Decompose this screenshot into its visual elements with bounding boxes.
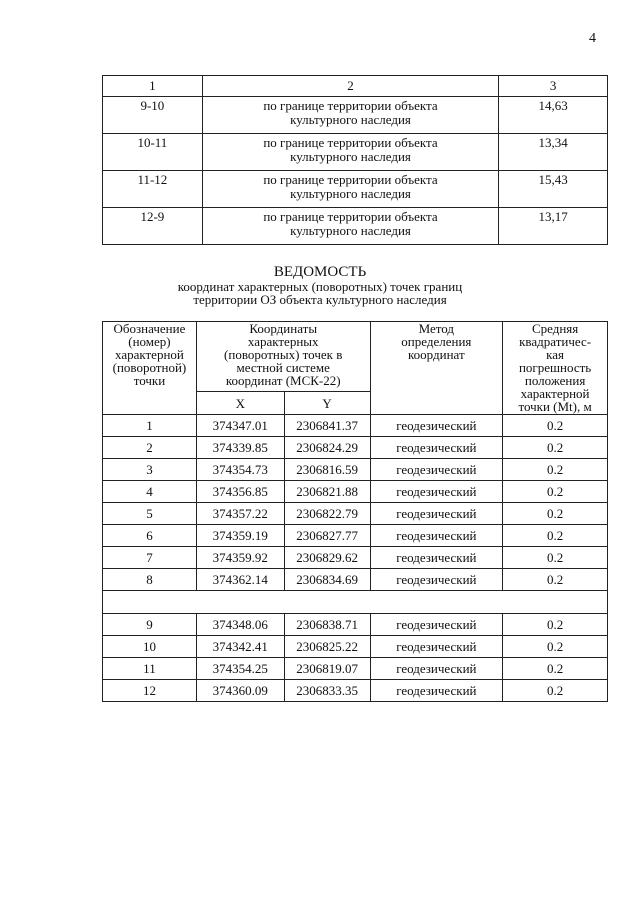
- header-cell: 3: [499, 76, 608, 97]
- description-line: культурного наследия: [290, 186, 411, 201]
- point-number-cell: 9: [103, 614, 197, 636]
- segment-cell: 9-10: [103, 97, 203, 134]
- error-cell: 0.2: [503, 503, 608, 525]
- y-coordinate-cell: 2306824.29: [284, 437, 370, 459]
- header-line: местной системе: [236, 360, 330, 375]
- x-coordinate-cell: 374354.25: [196, 658, 284, 680]
- y-coordinate-cell: 2306816.59: [284, 459, 370, 481]
- description-cell: [202, 208, 498, 245]
- table-row: [103, 134, 608, 171]
- y-coordinate-cell: 2306821.88: [284, 481, 370, 503]
- method-cell: геодезический: [370, 437, 503, 459]
- error-cell: 0.2: [503, 547, 608, 569]
- method-cell: геодезический: [370, 680, 503, 702]
- error-cell: 0.2: [503, 415, 608, 437]
- header-line: кая: [546, 347, 565, 362]
- header-line: точки (Mt), м: [518, 399, 592, 414]
- error-cell: 0.2: [503, 636, 608, 658]
- point-number-cell: 7: [103, 547, 197, 569]
- method-cell: геодезический: [370, 636, 503, 658]
- description-line: культурного наследия: [290, 149, 411, 164]
- group-separator-row: [103, 591, 608, 614]
- table-header-row: [103, 76, 608, 97]
- description-line: по границе территории объекта: [263, 135, 438, 150]
- header-cell: 1: [103, 76, 203, 97]
- y-coordinate-cell: 2306841.37: [284, 415, 370, 437]
- point-number-cell: 5: [103, 503, 197, 525]
- y-coordinate-cell: 2306827.77: [284, 525, 370, 547]
- x-coordinate-cell: 374359.92: [196, 547, 284, 569]
- x-coordinate-cell: 374360.09: [196, 680, 284, 702]
- header-line: (поворотных) точек в: [224, 347, 343, 362]
- header-line: характерных: [247, 334, 319, 349]
- header-line: характерной: [114, 347, 184, 362]
- error-cell: 0.2: [503, 658, 608, 680]
- method-cell: геодезический: [370, 614, 503, 636]
- error-cell: 0.2: [503, 481, 608, 503]
- length-cell: 15,43: [499, 171, 608, 208]
- header-point-id: [103, 322, 197, 415]
- x-coordinate-cell: 374356.85: [196, 481, 284, 503]
- y-coordinate-cell: 2306829.62: [284, 547, 370, 569]
- header-line: характерной: [520, 386, 590, 401]
- point-number-cell: 2: [103, 437, 197, 459]
- point-number-cell: 6: [103, 525, 197, 547]
- table-row: [103, 614, 608, 636]
- y-coordinate-cell: 2306819.07: [284, 658, 370, 680]
- statement-title: ВЕДОМОСТЬ: [273, 264, 367, 280]
- point-number-cell: 10: [103, 636, 197, 658]
- coordinates-header-row: [103, 322, 608, 392]
- header-line: точки: [133, 373, 166, 388]
- error-cell: 0.2: [503, 614, 608, 636]
- y-coordinate-cell: 2306833.35: [284, 680, 370, 702]
- header-line: координат (МСК-22): [225, 373, 341, 388]
- header-line: (номер): [128, 334, 171, 349]
- table-row: [103, 636, 608, 658]
- description-cell: [202, 171, 498, 208]
- table-row: [103, 680, 608, 702]
- method-cell: геодезический: [370, 658, 503, 680]
- boundary-segments-table: [102, 75, 608, 245]
- method-cell: геодезический: [370, 569, 503, 591]
- header-line: положения: [524, 373, 586, 388]
- table-row: [103, 97, 608, 134]
- y-coordinate-cell: 2306838.71: [284, 614, 370, 636]
- table-row: [103, 481, 608, 503]
- table-row: [103, 525, 608, 547]
- header-line: погрешность: [518, 360, 592, 375]
- header-error: [503, 322, 608, 415]
- table-row: [103, 503, 608, 525]
- page-number: 4: [589, 31, 596, 46]
- point-number-cell: 1: [103, 415, 197, 437]
- description-line: культурного наследия: [290, 223, 411, 238]
- header-line: Метод: [418, 321, 455, 336]
- error-cell: 0.2: [503, 437, 608, 459]
- description-line: по границе территории объекта: [263, 98, 438, 113]
- segment-cell: 10-11: [103, 134, 203, 171]
- header-line: Обозначение: [113, 321, 186, 336]
- error-cell: 0.2: [503, 525, 608, 547]
- x-coordinate-cell: 374357.22: [196, 503, 284, 525]
- length-cell: 13,17: [499, 208, 608, 245]
- description-line: по границе территории объекта: [263, 172, 438, 187]
- method-cell: геодезический: [370, 459, 503, 481]
- x-coordinate-cell: 374354.73: [196, 459, 284, 481]
- table-row: [103, 437, 608, 459]
- error-cell: 0.2: [503, 569, 608, 591]
- y-coordinate-cell: 2306822.79: [284, 503, 370, 525]
- x-coordinate-cell: 374362.14: [196, 569, 284, 591]
- table-row: [103, 658, 608, 680]
- table-row: [103, 208, 608, 245]
- statement-subtitle-line2: территории ОЗ объекта культурного наследия: [193, 292, 447, 307]
- length-cell: 13,34: [499, 134, 608, 171]
- point-number-cell: 12: [103, 680, 197, 702]
- y-coordinate-cell: 2306834.69: [284, 569, 370, 591]
- description-line: культурного наследия: [290, 112, 411, 127]
- header-cell: 2: [202, 76, 498, 97]
- header-y: Y: [284, 392, 370, 415]
- description-line: по границе территории объекта: [263, 209, 438, 224]
- header-x: X: [196, 392, 284, 415]
- header-line: (поворотной): [112, 360, 187, 375]
- header-line: квадратичес-: [519, 334, 592, 349]
- method-cell: геодезический: [370, 481, 503, 503]
- header-line: определения: [401, 334, 472, 349]
- method-cell: геодезический: [370, 415, 503, 437]
- error-cell: 0.2: [503, 459, 608, 481]
- header-line: Координаты: [249, 321, 318, 336]
- method-cell: геодезический: [370, 547, 503, 569]
- header-method: [370, 322, 503, 415]
- segment-cell: 11-12: [103, 171, 203, 208]
- header-coordinates: [196, 322, 370, 392]
- header-line: координат: [408, 347, 465, 362]
- x-coordinate-cell: 374347.01: [196, 415, 284, 437]
- description-cell: [202, 97, 498, 134]
- table-row: [103, 569, 608, 591]
- table-row: [103, 547, 608, 569]
- table-row: [103, 171, 608, 208]
- point-number-cell: 4: [103, 481, 197, 503]
- method-cell: геодезический: [370, 525, 503, 547]
- point-number-cell: 3: [103, 459, 197, 481]
- header-line: Средняя: [531, 321, 579, 336]
- statement-subtitle-line1: координат характерных (поворотных) точек границ: [177, 279, 463, 294]
- description-cell: [202, 134, 498, 171]
- x-coordinate-cell: 374359.19: [196, 525, 284, 547]
- coordinates-table: [102, 321, 608, 702]
- segment-cell: 12-9: [103, 208, 203, 245]
- x-coordinate-cell: 374342.41: [196, 636, 284, 658]
- x-coordinate-cell: 374348.06: [196, 614, 284, 636]
- x-coordinate-cell: 374339.85: [196, 437, 284, 459]
- table-row: [103, 415, 608, 437]
- y-coordinate-cell: 2306825.22: [284, 636, 370, 658]
- point-number-cell: 8: [103, 569, 197, 591]
- length-cell: 14,63: [499, 97, 608, 134]
- error-cell: 0.2: [503, 680, 608, 702]
- point-number-cell: 11: [103, 658, 197, 680]
- table-row: [103, 459, 608, 481]
- method-cell: геодезический: [370, 503, 503, 525]
